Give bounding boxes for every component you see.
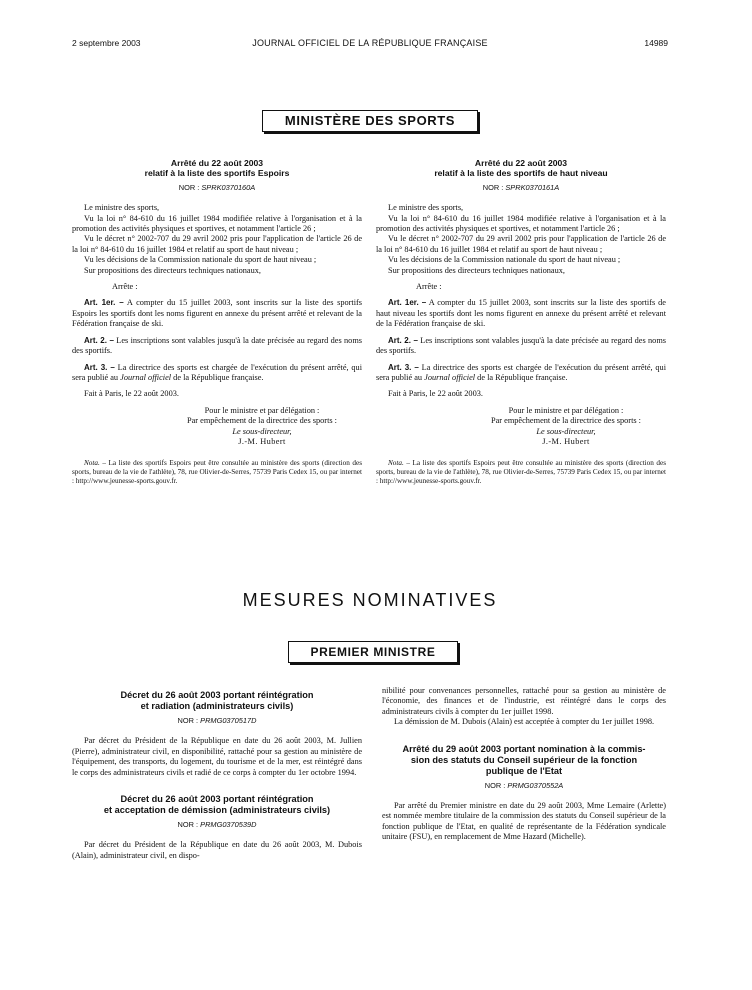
nor-reference: NOR : PRMG0370552A xyxy=(484,780,564,790)
arrete-haut-niveau xyxy=(376,158,666,486)
decret2-title-line2: et acceptation de démission (administrateurs civils) xyxy=(103,805,331,816)
nor-reference: NOR : PRMG0370539D xyxy=(177,820,257,830)
premier-ministre-heading: PREMIER MINISTRE xyxy=(288,641,458,663)
arrete-title-line1: Arrêté du 22 août 2003 xyxy=(474,158,568,168)
decrets-column xyxy=(72,690,362,861)
page-number: 14989 xyxy=(644,38,668,48)
journal-title: JOURNAL OFFICIEL DE LA RÉPUBLIQUE FRANÇAISE xyxy=(252,38,488,48)
arrete-espoirs xyxy=(72,158,362,486)
signature-line: Pour le ministre et par délégation : xyxy=(204,405,320,415)
signature-line: Le sous-directeur, xyxy=(232,426,292,436)
page-header xyxy=(72,38,668,52)
nota: Nota. – La liste des sportifs Espoirs peut être consultée au ministère des sports (direction des sports, bureau de la vie de l'athlète), 78, rue Olivier-de-Serres, 75739 Paris Cedex 15, ou par internet : http://www.jeunesse-sports.gouv.fr. xyxy=(376,459,667,486)
decret1-title-line1: Décret du 26 août 2003 portant réintégration xyxy=(120,690,314,700)
fait-a-paris: Fait à Paris, le 22 août 2003. xyxy=(388,389,483,399)
visa: Vu le décret n° 2002-707 du 29 avril 2002 pris pour l'application de l'article 26 de la loi n° 84-610 du 16 juillet 1984 et relatif au sport de haut niveau ; xyxy=(376,234,666,254)
nor-reference: NOR : SPRK0370161A xyxy=(482,182,560,192)
article-3: Art. 3. – La directrice des sports est chargée de l'exécution du présent arrêté, qui sera publié au Journal officiel de la République française. xyxy=(72,362,362,382)
arrete3-title-line2: sion des statuts du Conseil supérieur de la fonction xyxy=(410,754,638,765)
visa: Vu la loi n° 84-610 du 16 juillet 1984 modifiée relative à l'organisation et à la promotion des activités physiques et sportives, et notamment l'article 26 ; xyxy=(72,213,362,234)
nor-reference: NOR : SPRK0370160A xyxy=(178,182,256,192)
nor-reference: NOR : PRMG0370517D xyxy=(177,716,257,725)
arrete-keyword: Arrête : xyxy=(112,282,138,292)
nominations-column xyxy=(382,686,666,843)
section-heading-mesures: MESURES NOMINATIVES xyxy=(242,590,498,610)
intro: Le ministre des sports, xyxy=(388,203,464,213)
visa: Sur propositions des directeurs techniques nationaux, xyxy=(388,265,565,275)
intro: Le ministre des sports, xyxy=(84,203,160,213)
fait-a-paris: Fait à Paris, le 22 août 2003. xyxy=(84,389,179,399)
article-1: Art. 1er. – A compter du 15 juillet 2003, sont inscrits sur la liste des sportifs de haut niveau les sportifs dont les noms figurent en annexe du présent arrêté et relevant de la Fédération française de ski. xyxy=(376,298,666,329)
arrete-title-line1: Arrêté du 22 août 2003 xyxy=(170,158,264,168)
signature-line: Le sous-directeur, xyxy=(536,426,596,436)
article-3: Art. 3. – La directrice des sports est chargée de l'exécution du présent arrêté, qui sera publié au Journal officiel de la République française. xyxy=(376,362,666,382)
visa: Vu les décisions de la Commission nationale du sport de haut niveau ; xyxy=(84,255,317,265)
article-2: Art. 2. – Les inscriptions sont valables jusqu'à la date précisée au regard des noms des sportifs. xyxy=(72,335,363,356)
signature-line: Par empêchement de la directrice des sports : xyxy=(187,416,337,426)
visa: Sur propositions des directeurs techniques nationaux, xyxy=(84,265,261,275)
decret2-body-continued: nibilité pour convenances personnelles, rattaché pour sa gestion au ministère de l'économie, des finances et de l'industrie, est réintégré dans le corps des administrateurs civils à compter du 1er juillet 1998. xyxy=(382,686,666,716)
signature-line: Par empêchement de la directrice des sports : xyxy=(491,416,641,426)
signature-line: Pour le ministre et par délégation : xyxy=(508,405,624,415)
arrete-title-line2: relatif à la liste des sportifs de haut niveau xyxy=(434,168,608,179)
arrete-title-line2: relatif à la liste des sportifs Espoirs xyxy=(144,168,290,179)
visa: Vu les décisions de la Commission nationale du sport de haut niveau ; xyxy=(388,255,621,265)
decret2-body: Par décret du Président de la République en date du 26 août 2003, M. Dubois (Alain), administrateur civil, en dispo- xyxy=(72,840,362,860)
visa: Vu la loi n° 84-610 du 16 juillet 1984 modifiée relative à l'organisation et à la promotion des activités physiques et sportives, et notamment l'article 26 ; xyxy=(376,213,666,234)
nota: Nota. – La liste des sportifs Espoirs peut être consultée au ministère des sports (direction des sports, bureau de la vie de l'athlète), 78, rue Olivier-de-Serres, 75739 Paris Cedex 15, ou par internet : http://www.jeunesse-sports.gouv.fr. xyxy=(72,459,363,486)
signatory-name: J.-M. Hubert xyxy=(542,436,590,446)
arrete-keyword: Arrête : xyxy=(416,282,442,292)
arrete3-title-line1: Arrêté du 29 août 2003 portant nomination à la commis- xyxy=(402,743,646,754)
article-1: Art. 1er. – A compter du 15 juillet 2003, sont inscrits sur la liste des sportifs Espoirs les sportifs dont les noms figurent en annexe du présent arrêté et relevant de la Fédération française de ski. xyxy=(72,298,362,329)
decret1-body: Par décret du Président de la République en date du 26 août 2003, M. Jullien (Pierre), administrateur civil, en disponibilité, rattaché pour sa gestion au ministère de l'équipement, des transports, du logement, du tourisme et de la mer, est réintégré dans le corps des administrateurs civils et radié de ce corps à compter du 1er octobre 1994. xyxy=(72,736,362,777)
visa: Vu le décret n° 2002-707 du 29 avril 2002 pris pour l'application de l'article 26 de la loi n° 84-610 du 16 juillet 1984 et relatif au sport de haut niveau ; xyxy=(72,234,362,254)
article-2: Art. 2. – Les inscriptions sont valables jusqu'à la date précisée au regard des noms des sportifs. xyxy=(376,335,667,356)
signatory-name: J.-M. Hubert xyxy=(238,436,286,446)
decret2-body2: La démission de M. Dubois (Alain) est acceptée à compter du 1er juillet 1998. xyxy=(394,717,655,727)
ministry-heading: MINISTÈRE DES SPORTS xyxy=(262,110,478,132)
header-date: 2 septembre 2003 xyxy=(72,38,141,48)
arrete3-title-line3: publique de l'Etat xyxy=(485,765,563,776)
decret2-title-line1: Décret du 26 août 2003 portant réintégration xyxy=(120,794,314,805)
decret1-title-line2: et radiation (administrateurs civils) xyxy=(140,701,294,711)
arrete3-body: Par arrêté du Premier ministre en date du 29 août 2003, Mme Lemaire (Arlette) est nommée membre titulaire de la commission des statuts du Conseil supérieur de la fonction publique de l'Etat, en qualité de représentante de la Fédération syndicale unitaire (FSU), en remplacement de Mme Hazard (Michelle). xyxy=(382,801,666,842)
